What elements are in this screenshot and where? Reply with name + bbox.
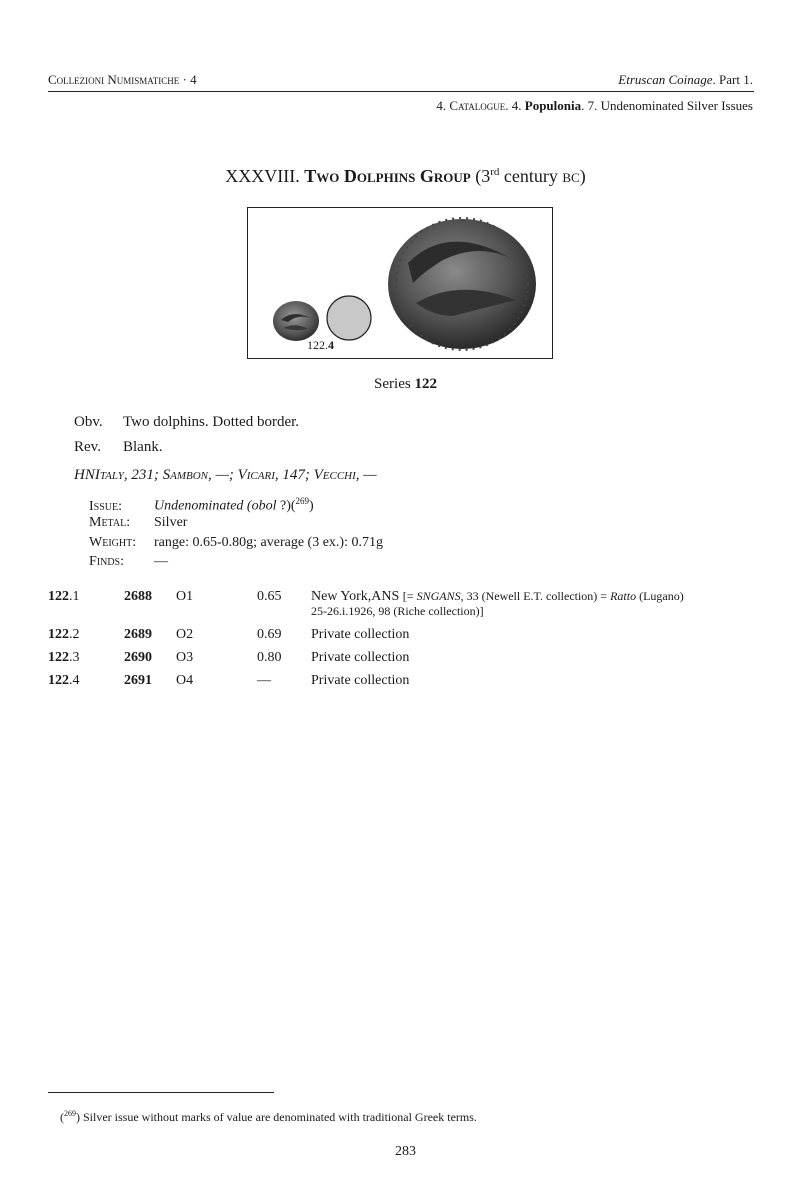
title-name: Two Dolphins Group	[304, 166, 471, 186]
breadcrumb-part: . 7. Undenominated Silver Issues	[581, 98, 753, 113]
reference-name: Vicari	[237, 467, 275, 483]
title-part: century	[499, 166, 563, 186]
reference-name: Sambon	[162, 467, 209, 483]
provenance-part: (Lugano)	[636, 589, 684, 603]
provenance-part: , 33 (Newell E.T. collection) =	[460, 589, 611, 603]
footnote-paren: (	[60, 1110, 64, 1124]
book-part: . Part 1.	[712, 72, 753, 87]
reference-value: , 231;	[123, 467, 163, 483]
series-number: 122	[48, 627, 69, 642]
series-number: 122	[414, 376, 437, 392]
issue-value: Undenominated (obol	[154, 498, 280, 514]
issue-row	[89, 496, 314, 515]
reverse-description	[74, 439, 163, 456]
page-number: 283	[395, 1144, 416, 1159]
catalogue-number: 2688	[124, 589, 152, 604]
breadcrumb-part: Catalogue	[449, 98, 506, 113]
coin-obverse-small	[273, 301, 319, 341]
coin-figure	[247, 207, 553, 359]
weight-value: 0.80	[257, 650, 282, 665]
references	[74, 467, 377, 484]
catalogue-id	[48, 627, 80, 643]
provenance-part: SNGANS	[416, 589, 461, 603]
sub-number: .4	[69, 673, 80, 688]
title-numeral: XXXVIII.	[225, 166, 305, 186]
provenance	[311, 589, 754, 619]
metal-value: Silver	[154, 515, 188, 530]
catalogue-id	[48, 673, 80, 689]
provenance-part: New York,ANS	[311, 589, 403, 604]
provenance-part: Ratto	[610, 589, 637, 603]
issue-value: ?)(	[279, 498, 296, 514]
die-code: O1	[176, 589, 194, 604]
footnote-number: 269	[64, 1109, 76, 1118]
running-header-right	[618, 72, 753, 88]
breadcrumb-part: Populonia	[524, 98, 582, 113]
catalogue-number: 2690	[124, 650, 152, 665]
coin-obverse-large	[388, 219, 536, 349]
die-code: O2	[176, 627, 194, 642]
series-number: 122	[48, 589, 69, 604]
metal-label: Metal:	[89, 515, 131, 530]
sub-number: .1	[69, 589, 80, 604]
issue-label: Issue:	[89, 498, 123, 514]
provenance: Private collection	[311, 650, 410, 665]
catalogue-id	[48, 589, 80, 605]
finds-value: —	[154, 554, 168, 569]
series-number: 122	[48, 650, 69, 665]
reference-value: , —	[355, 467, 377, 483]
title-ordinal: rd	[490, 166, 500, 178]
die-code: O4	[176, 673, 194, 688]
reverse-text: Blank.	[123, 439, 163, 455]
sub-number: .2	[69, 627, 80, 642]
breadcrumb-part: 4.	[436, 98, 450, 113]
catalogue-id	[48, 650, 80, 666]
footnote	[60, 1109, 477, 1125]
reference-value: , 147;	[274, 467, 314, 483]
obverse-label: Obv.	[74, 414, 103, 430]
breadcrumb-part: . 4.	[505, 98, 525, 113]
catalogue-number: 2689	[124, 627, 152, 642]
metal-row	[89, 515, 187, 531]
catalogue-number: 2691	[124, 673, 152, 688]
weight-label: Weight:	[89, 535, 137, 550]
weight-value: 0.65	[257, 589, 282, 604]
header-rule	[48, 91, 754, 92]
series-label: Series	[374, 376, 415, 392]
footnote-rule	[48, 1092, 274, 1093]
title-part: )	[579, 166, 586, 186]
coin-figure-label	[307, 338, 334, 353]
weight-value: —	[257, 673, 271, 688]
reference-name: HNItaly	[74, 467, 124, 483]
coin-photo-icon	[248, 208, 552, 358]
footnote-ref: 269	[295, 496, 310, 506]
group-title	[0, 166, 811, 187]
section-breadcrumb	[436, 98, 753, 114]
coin-reverse-blank	[327, 296, 371, 340]
provenance: Private collection	[311, 627, 410, 642]
figure-label-part: 122.	[307, 338, 328, 352]
figure-label-part: 4	[328, 338, 334, 352]
die-code: O3	[176, 650, 194, 665]
provenance-part: [=	[402, 589, 417, 603]
sub-number: .3	[69, 650, 80, 665]
book-title: Etruscan Coinage	[618, 72, 713, 87]
obverse-description	[74, 414, 299, 431]
provenance: Private collection	[311, 673, 410, 688]
reference-value: , —;	[208, 467, 238, 483]
weight-value: range: 0.65-0.80g; average (3 ex.): 0.71g	[154, 535, 383, 550]
obverse-text: Two dolphins. Dotted border.	[123, 414, 300, 430]
title-part: (3	[470, 166, 491, 186]
footnote-text: ) Silver issue without marks of value are denominated with traditional Greek terms.	[76, 1110, 477, 1124]
series-number: 122	[48, 673, 69, 688]
finds-row	[89, 554, 168, 570]
weight-row	[89, 535, 383, 551]
provenance-part: 25-26.i.1926, 98 (Riche collection)]	[311, 604, 484, 618]
series-caption	[0, 376, 811, 393]
finds-label: Finds:	[89, 554, 125, 569]
issue-value: )	[309, 498, 314, 514]
weight-value: 0.69	[257, 627, 282, 642]
running-header-left: Collezioni Numismatiche · 4	[48, 72, 197, 87]
title-era: bc	[562, 166, 580, 186]
reverse-label: Rev.	[74, 439, 101, 455]
reference-name: Vecchi	[313, 467, 356, 483]
